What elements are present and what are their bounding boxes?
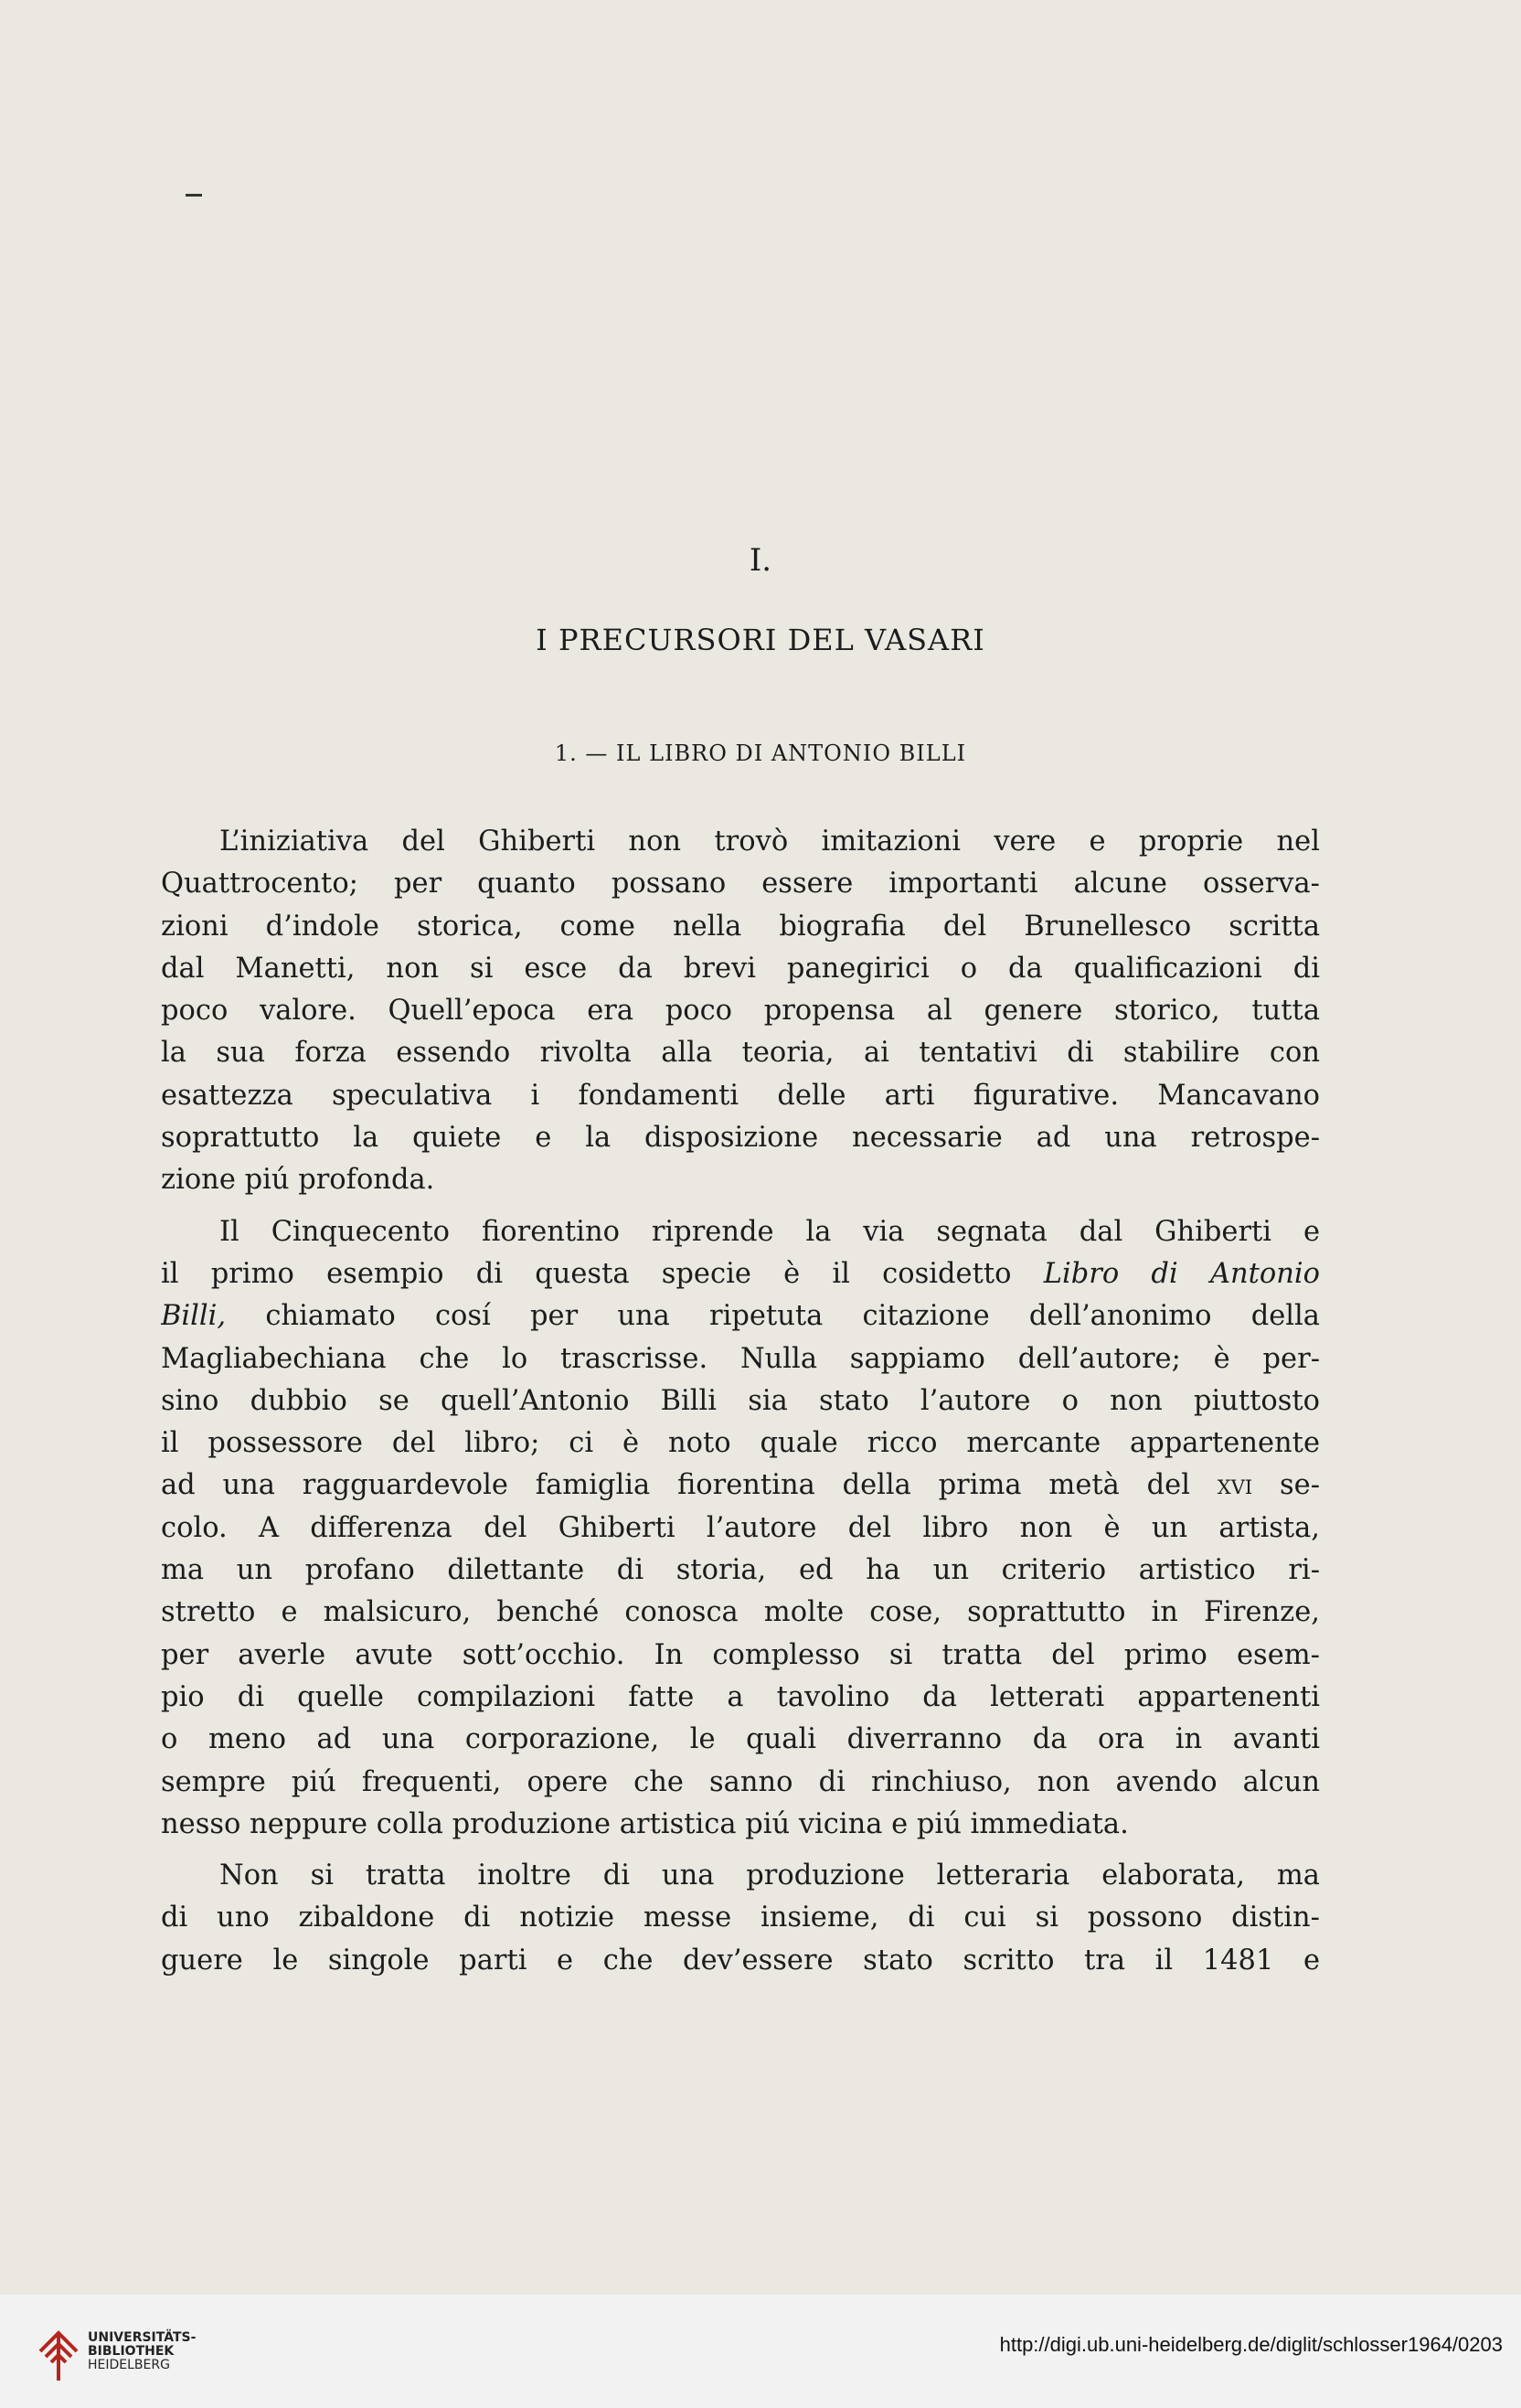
text-line: la sua forza essendo rivolta alla teoria, ai tentativi di stabilire con bbox=[161, 1037, 1320, 1070]
text-line: soprattutto la quiete e la disposizione necessarie ad una retrospe- bbox=[161, 1122, 1320, 1155]
text-line: sino dubbio se quell’Antonio Billi sia stato l’autore o non piuttosto bbox=[161, 1384, 1320, 1417]
book-title: Libro di Antonio bbox=[1043, 1257, 1320, 1290]
text-segment: se- bbox=[1252, 1469, 1320, 1502]
library-name: UNIVERSITÄTS- BIBLIOTHEK HEIDELBERG bbox=[88, 2330, 197, 2372]
text-line: zioni d’indole storica, come nella biografia del Brunellesco scritta bbox=[161, 910, 1320, 943]
text-line bbox=[161, 1253, 1320, 1295]
text-line: Il Cinquecento fiorentino riprende la via segnata dal Ghiberti e bbox=[219, 1215, 1320, 1248]
text-line: colo. A differenza del Ghiberti l’autore del libro non è un artista, bbox=[161, 1511, 1320, 1544]
chapter-title: I PRECURSORI DEL VASARI bbox=[536, 623, 985, 657]
body-text bbox=[161, 821, 1320, 1982]
text-line: il possessore del libro; ci è noto quale ricco mercante appartenente bbox=[161, 1427, 1320, 1460]
chapter-number: I. bbox=[749, 542, 772, 579]
text-line: Magliabechiana che lo trascrisse. Nulla sappiamo dell’autore; è per- bbox=[161, 1342, 1320, 1375]
book-title: Billi, bbox=[161, 1300, 227, 1333]
text-line: guere le singole parti e che dev’essere stato scritto tra il 1481 e bbox=[161, 1944, 1320, 1976]
text-segment: ad una ragguardevole famiglia fiorentina della prima metà del bbox=[161, 1469, 1218, 1502]
text-line: di uno zibaldone di notizie messe insieme, di cui si possono distin- bbox=[161, 1902, 1320, 1934]
text-line: sempre piú frequenti, opere che sanno di rinchiuso, non avendo alcun bbox=[161, 1765, 1320, 1798]
text-line: poco valore. Quell’epoca era poco propensa al genere storico, tutta bbox=[161, 995, 1320, 1028]
text-line: esattezza speculativa i fondamenti delle arti figurative. Mancavano bbox=[161, 1079, 1320, 1112]
text-line: nesso neppure colla produzione artistica piú vicina e piú immediata. bbox=[161, 1807, 1129, 1840]
text-line: stretto e malsicuro, benché conosca molte cose, soprattutto in Firenze, bbox=[161, 1596, 1320, 1629]
century-numeral: xvi bbox=[1217, 1469, 1253, 1502]
text-segment: il primo esempio di questa specie è il cosidetto bbox=[161, 1257, 1044, 1290]
text-line: ma un profano dilettante di storia, ed ha un criterio artistico ri- bbox=[161, 1554, 1320, 1587]
text-line bbox=[161, 1465, 1320, 1507]
text-line: per averle avute sott’occhio. In complesso si tratta del primo esem- bbox=[161, 1638, 1320, 1671]
text-line: pio di quelle compilazioni fatte a tavolino da letterati appartenenti bbox=[161, 1680, 1320, 1713]
text-line: dal Manetti, non si esce da brevi panegirici o da qualificazioni di bbox=[161, 952, 1320, 985]
viewer-footer bbox=[0, 2295, 1521, 2408]
text-line: o meno ad una corporazione, le quali diverranno da ora in avanti bbox=[161, 1723, 1320, 1756]
text-line: zione piú profonda. bbox=[161, 1164, 435, 1197]
section-title: 1. — IL LIBRO DI ANTONIO BILLI bbox=[554, 741, 967, 766]
source-url-link[interactable]: http://digi.ub.uni-heidelberg.de/diglit/schlosser1964/0203 bbox=[999, 2333, 1503, 2356]
page-mark bbox=[186, 194, 202, 197]
text-segment: chiamato cosí per una ripetuta citazione dell’anonimo della bbox=[226, 1300, 1320, 1333]
text-line bbox=[161, 1295, 1320, 1337]
text-line: Non si tratta inoltre di una produzione letteraria elaborata, ma bbox=[219, 1859, 1320, 1892]
text-line: Quattrocento; per quanto possano essere importanti alcune osserva- bbox=[161, 868, 1320, 900]
text-line: L’iniziativa del Ghiberti non trovò imitazioni vere e proprie nel bbox=[219, 826, 1320, 858]
